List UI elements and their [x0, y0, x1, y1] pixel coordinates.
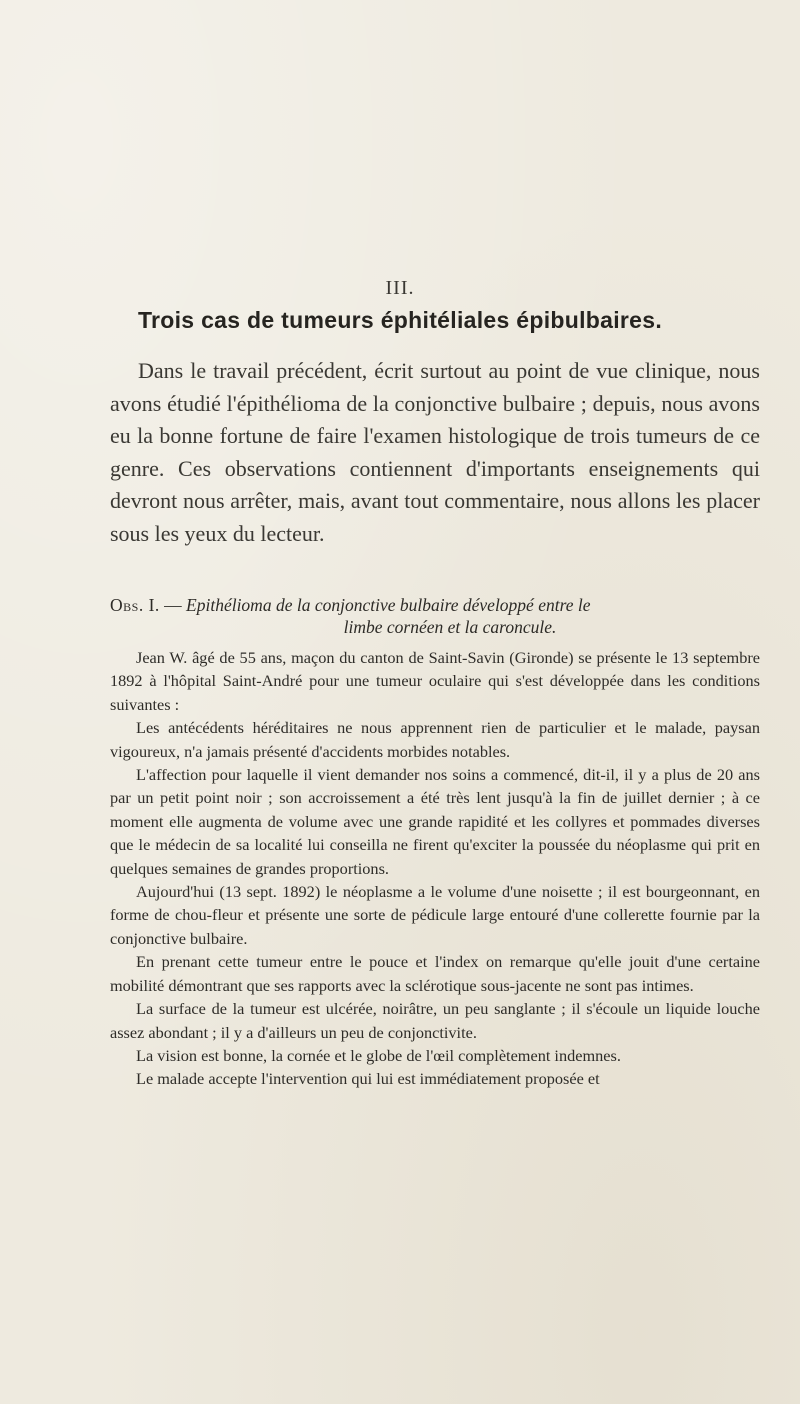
body-paragraph: En prenant cette tumeur entre le pouce et l'index on remarque qu'elle jouit d'une certaine mobilité démontrant que ses rapports avec la sclérotique sous-jacente ne sont pas intimes. — [110, 952, 760, 995]
observation-heading — [110, 594, 760, 638]
chapter-title: Trois cas de tumeurs éphitéliales épibulbaires. — [137, 307, 663, 333]
intro-paragraph-block — [110, 355, 760, 551]
observation-title-line-1: Epithélioma de la conjonctive bulbaire développé entre le — [186, 595, 591, 615]
body-paragraph: Aujourd'hui (13 sept. 1892) le néoplasme a le volume d'une noisette ; il est bourgeonnant, en forme de chou-fleur et présente une sorte de pédicule large entouré d'une collerette fournie par la conjonctive bulbaire. — [110, 882, 760, 948]
body-paragraph: Jean W. âgé de 55 ans, maçon du canton de Saint-Savin (Gironde) se présente le 13 septembre 1892 à l'hôpital Saint-André pour une tumeur oculaire qui s'est développée dans les conditions suivantes : — [110, 648, 760, 714]
observation-title-line-2: limbe cornéen et la caroncule. — [343, 617, 557, 637]
observation-body — [110, 646, 760, 1091]
body-paragraph: La vision est bonne, la cornée et le globe de l'œil complètement indemnes. — [136, 1045, 621, 1065]
body-paragraph: L'affection pour laquelle il vient demander nos soins a commencé, dit-il, il y a plus de 20 ans par un petit point noir ; son accroissement a été très lent jusqu'à la fin de juillet dernier ; à ce moment elle augmenta de volume avec une grande rapidité et les collyres et pommades diverses que le médecin de sa localité lui conseilla ne firent qu'exciter la poussée du néoplasme qui prit en quelques semaines de grandes proportions. — [110, 765, 760, 878]
body-paragraph: La surface de la tumeur est ulcérée, noirâtre, un peu sanglante ; il s'écoule un liquide louche assez abondant ; il y a d'ailleurs un peu de conjonctivite. — [110, 999, 760, 1042]
observation-label: Obs. I. — [110, 595, 160, 615]
body-paragraph: Les antécédents héréditaires ne nous apprennent rien de particulier et le malade, paysan vigoureux, n'a jamais présenté d'accidents morbides notables. — [110, 718, 760, 761]
observation-dash: — — [159, 595, 187, 615]
section-number: III. — [385, 277, 415, 299]
body-paragraph: Le malade accepte l'intervention qui lui est immédiatement proposée et — [136, 1069, 600, 1089]
intro-paragraph: Dans le travail précédent, écrit surtout au point de vue clinique, nous avons étudié l'épithélioma de la conjonctive bulbaire ; depuis, nous avons eu la bonne fortune de faire l'examen histologique de trois tumeurs de ce genre. Ces observations contiennent d'importants enseignements qui devront nous arrêter, mais, avant tout commentaire, nous allons les placer sous les yeux du lecteur. — [110, 358, 760, 546]
